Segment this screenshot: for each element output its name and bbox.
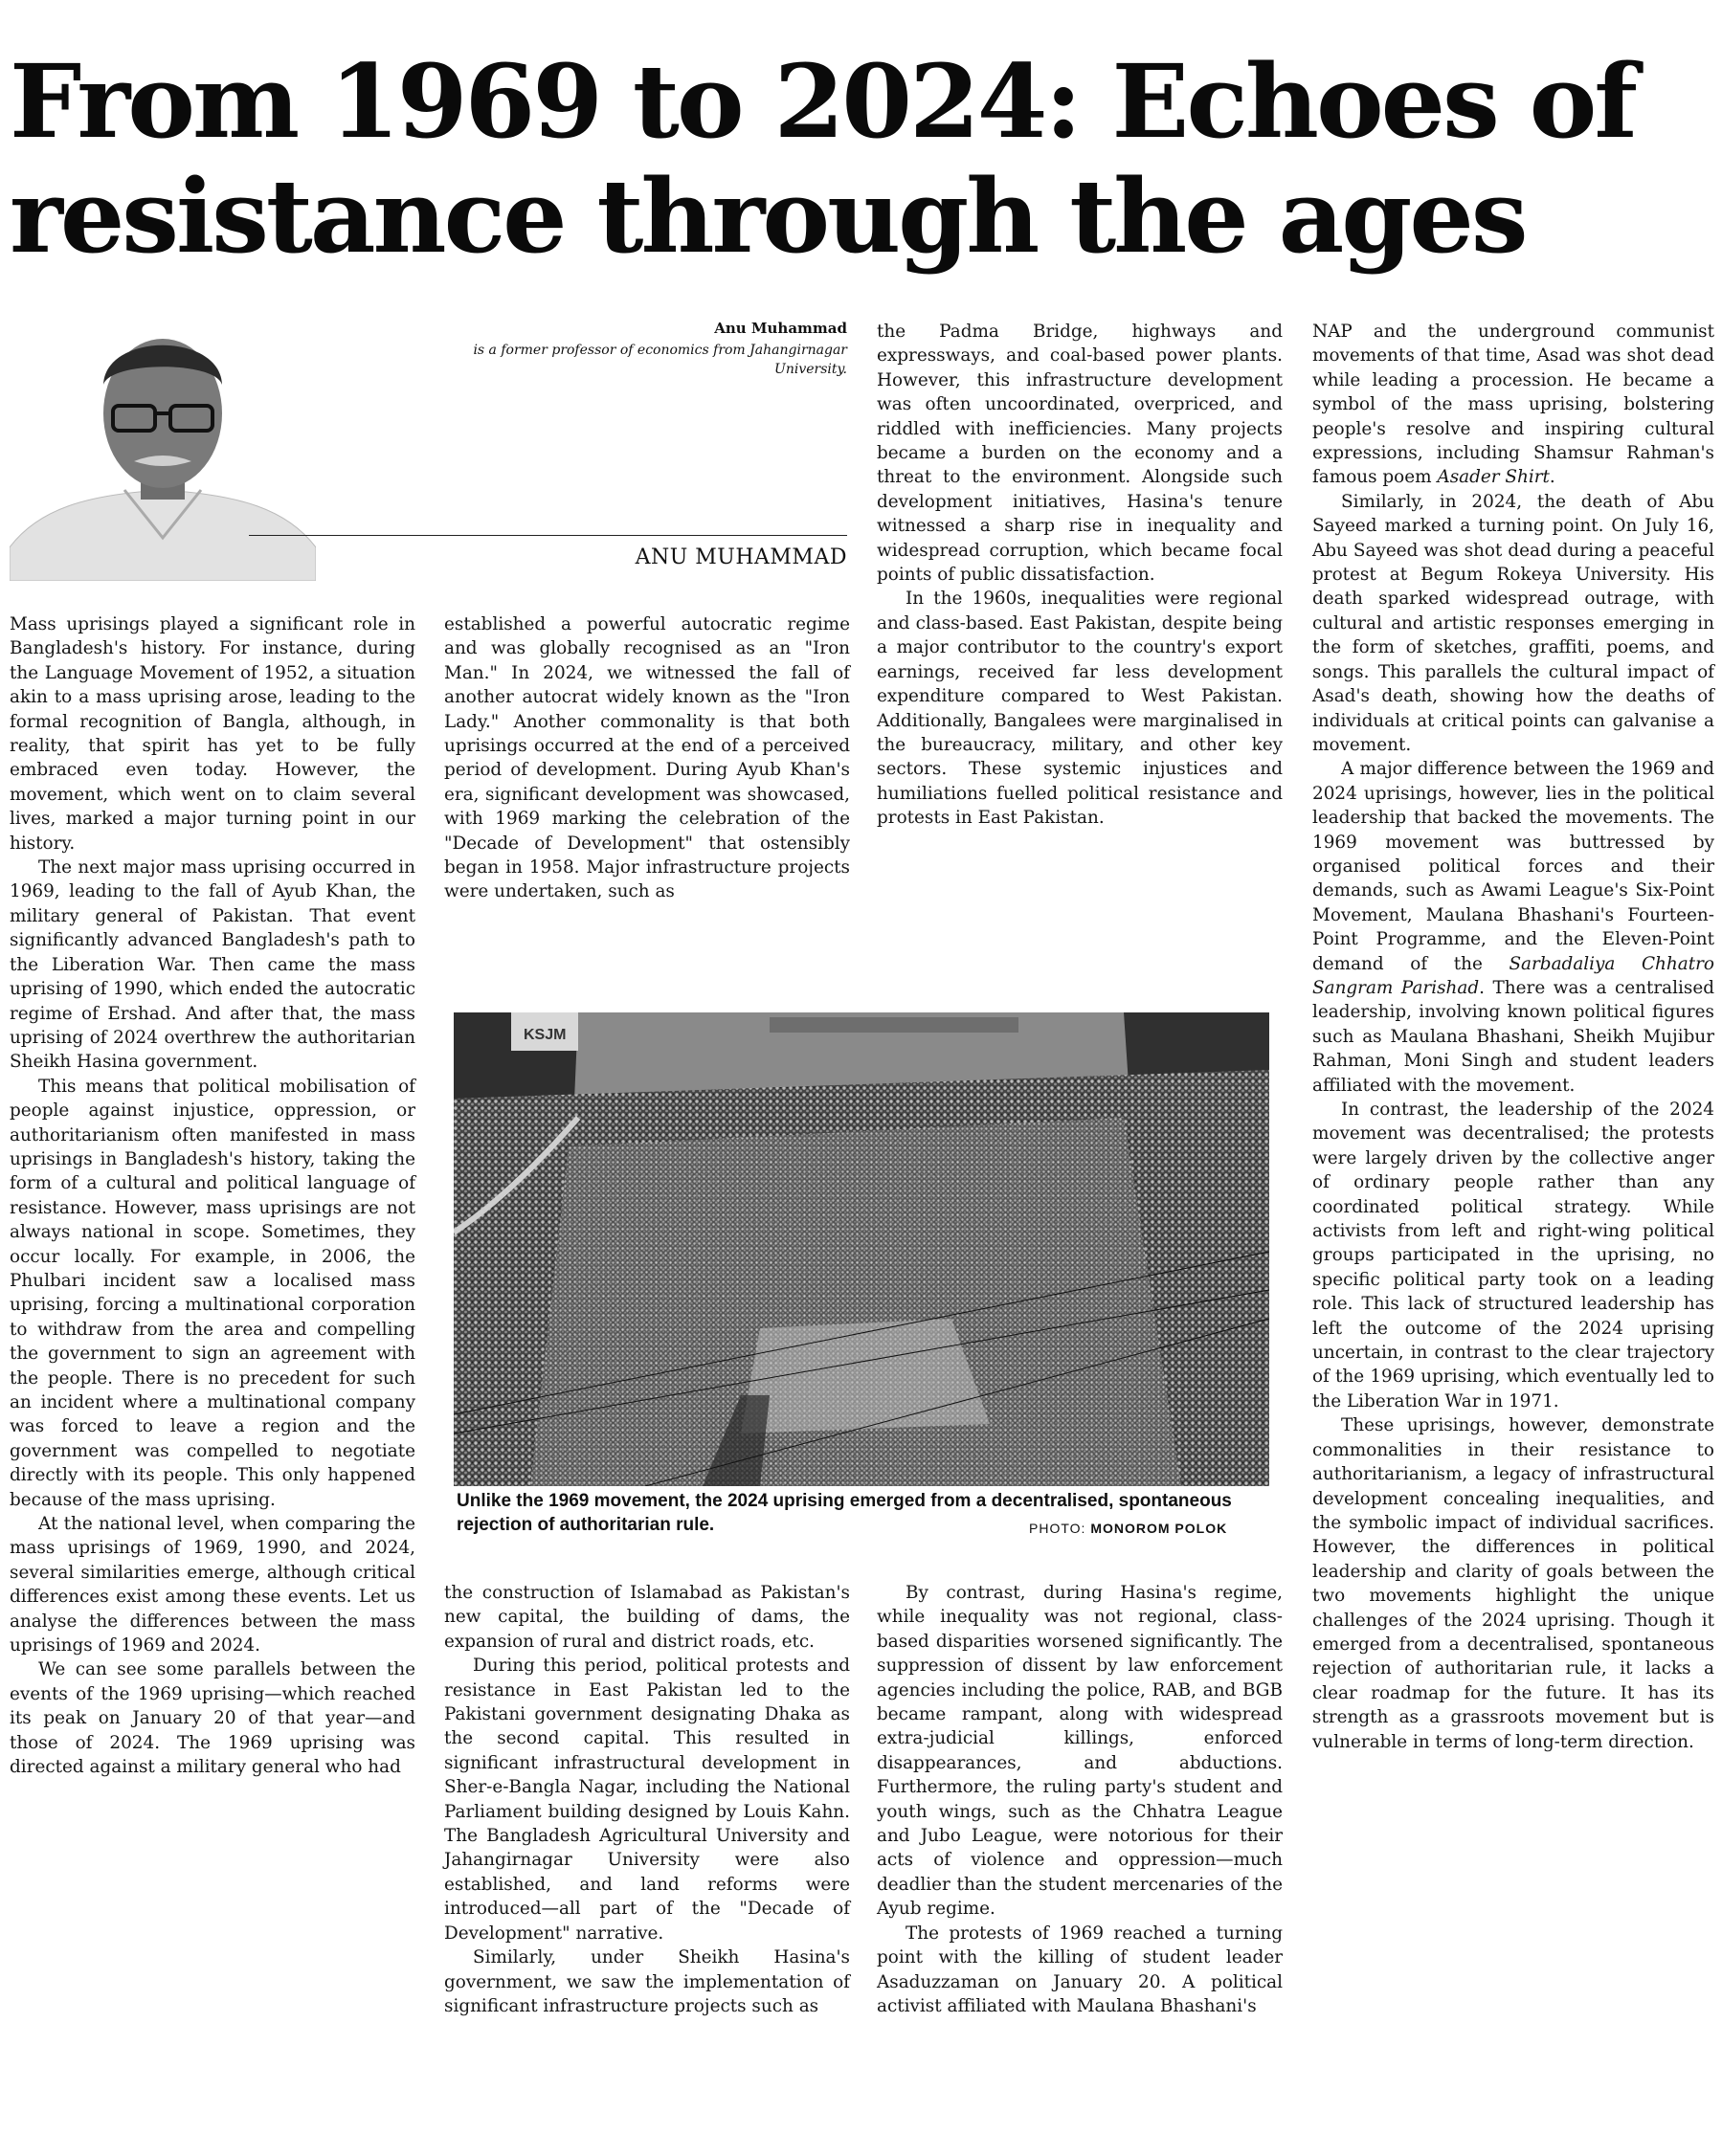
column-1	[10, 612, 415, 1780]
paragraph: Similarly, in 2024, the death of Abu Sayeed marked a turning point. On July 16, Abu Sayeed was shot dead during a peaceful protest at Begum Rokeya University. His death sparked widespread outrage, with cultural and artistic responses emerging in the form of sketches, graffiti, poems, and songs. This parallels the cultural impact of Asad's death, showing how the deaths of individuals at critical points can galvanise a movement.	[1312, 491, 1714, 755]
paragraph: This means that political mobilisation of people against injustice, oppression, or authoritarianism often manifested in mass uprisings in Bangladesh's history, taking the form of a cultural and political language of resistance. However, mass uprisings are not always national in scope. Sometimes, they occur locally. For example, in 2006, the Phulbari incident saw a localised mass uprising, forcing a multinational corporation to withdraw from the area and compelling the government to sign an agreement with the people. There is no precedent for such an incident where a multinational company was forced to leave a region and the government was compelled to negotiate directly with its people. This only happened because of the mass uprising.	[10, 1076, 415, 1510]
paragraph: At the national level, when comparing the mass uprisings of 1969, 1990, and 2024, several similarities emerge, although critical differences exist among these events. Let us analyse the differences between the mass uprisings of 1969 and 2024.	[10, 1514, 415, 1656]
author-byline	[10, 318, 847, 581]
paragraph: By contrast, during Hasina's regime, while inequality was not regional, class-based disparities worsened significantly. The suppression of dissent by law enforcement agencies including the police, RAB, and BGB became rampant, along with widespread extra-judicial killings, enforced disappearances, and abductions. Furthermore, the ruling party's student and youth wings, such as the Chhatra League and Jubo League, were notorious for their acts of violence and oppression—much deadlier than the student mercenaries of the Ayub regime.	[877, 1583, 1283, 1920]
photo-caption: Unlike the 1969 movement, the 2024 uprising emerged from a decentralised, spontaneous rejection of authoritarian rule.	[457, 1491, 1232, 1535]
column-4	[1312, 320, 1714, 1754]
author-photo	[10, 318, 316, 581]
paragraph: These uprisings, however, demonstrate commonalities in their resistance to authoritarianism, a legacy of infrastructural development concealing inequalities, and the symbolic impact of individual sacrifices. However, the differences in political leadership and clarity of goals between the two movements highlight the unique challenges of the 2024 uprising. Though it emerged from a decentralised, spontaneous rejection of authoritarian rule, it lacks a clear roadmap for the future. It has its strength as a grassroots movement but is vulnerable in terms of long-term direction.	[1312, 1415, 1714, 1752]
author-name: Anu Muhammad	[714, 320, 847, 337]
photo-credit-name: MONOROM POLOK	[1090, 1521, 1228, 1536]
paragraph: established a powerful autocratic regime and was globally recognised as an "Iron Man." In 2024, we witnessed the fall of another autocrat widely known as the "Iron Lady." Another commonality is that both uprisings occurred at the end of a perceived period of development. During Ayub Khan's era, significant development was showcased, with 1969 marking the celebration of the "Decade of Development" that ostensibly began in 1958. Major infrastructure projects were undertaken, such as	[444, 614, 850, 902]
poem-title: Asader Shirt	[1437, 467, 1550, 488]
byline-divider	[249, 535, 847, 536]
photo-credit-label: PHOTO:	[1029, 1521, 1086, 1536]
paragraph: the Padma Bridge, highways and expressways, and coal-based power plants. However, this infrastructure development was often uncoordinated, overpriced, and riddled with inefficiencies. Many projects became a burden on the economy and a threat to the environment. Alongside such development initiatives, Hasina's tenure witnessed a sharp rise in inequality and widespread corruption, which became focal points of public dissatisfaction.	[877, 322, 1283, 586]
paragraph: Similarly, under Sheikh Hasina's government, we saw the implementation of significant infrastructure projects such as	[444, 1947, 850, 2016]
author-bio: is a former professor of economics from Jahangirnagar University.	[473, 343, 847, 377]
paragraph	[1312, 757, 1714, 1098]
paragraph: The next major mass uprising occurred in 1969, leading to the fall of Ayub Khan, the military general of Pakistan. That event significantly advanced Bangladesh's path to the Liberation War. Then came the mass uprising of 1990, which ended the autocratic regime of Ershad. And after that, the mass uprising of 2024 overthrew the authoritarian Sheikh Hasina government.	[10, 857, 415, 1073]
paragraph-text: . There was a centralised leadership, involving known political figures such as Maulana Bhashani, Sheikh Mujibur Rahman, Moni Singh and student leaders affiliated with the movement.	[1312, 977, 1714, 1096]
column-2-top	[444, 612, 850, 904]
organisation-name: Sarbadaliya Chhatro Sangram Parishad	[1312, 953, 1714, 998]
headline: From 1969 to 2024: Echoes of resistance through the ages	[10, 41, 1635, 276]
column-3-top	[877, 320, 1283, 831]
sign-text: KSJM	[524, 1027, 567, 1043]
paragraph-text: .	[1549, 467, 1555, 488]
column-2-bottom	[444, 1581, 850, 2018]
paragraph: the construction of Islamabad as Pakistan's new capital, the building of dams, the expansion of rural and district roads, etc.	[444, 1583, 850, 1652]
paragraph: The protests of 1969 reached a turning point with the killing of student leader Asaduzzaman on January 20. A political activist affiliated with Maulana Bhashani's	[877, 1923, 1283, 2016]
photo-credit	[1029, 1521, 1227, 1536]
paragraph: In the 1960s, inequalities were regional and class-based. East Pakistan, despite being a major contributor to the country's export earnings, received far less development expenditure compared to West Pakistan. Additionally, Bangalees were marginalised in the bureaucracy, military, and other key sectors. These systemic injustices and humiliations fuelled political resistance and protests in East Pakistan.	[877, 589, 1283, 829]
paragraph-text: A major difference between the 1969 and 2024 uprisings, however, lies in the political leadership that backed the movements. The 1969 movement was buttressed by organised political forces and their demands, such as Awami League's Six-Point Movement, Maulana Bhashani's Fourteen-Point Programme, and the Eleven-Point demand of the	[1312, 759, 1714, 974]
paragraph: We can see some parallels between the events of the 1969 uprising—which reached its peak on January 20 of that year—and those of 2024. The 1969 uprising was directed against a military general who had	[10, 1659, 415, 1778]
paragraph: Mass uprisings played a significant role in Bangladesh's history. For instance, during the Language Movement of 1952, a situation akin to a mass uprising arose, leading to the formal recognition of Bangla, although, in reality, that spirit has yet to be fully embraced even today. However, the movement, which went on to claim several lives, marked a major turning point in our history.	[10, 614, 415, 854]
paragraph: In contrast, the leadership of the 2024 movement was decentralised; the protests were largely driven by the collective anger of ordinary people rather than any coordinated political strategy. While activists from left and right-wing political groups participated in the uprising, no specific political party took on a leading role. This lack of structured leadership has left the outcome of the 2024 uprising uncertain, in contrast to the clear trajectory of the 1969 uprising, which eventually led to the Liberation War in 1971.	[1312, 1100, 1714, 1411]
paragraph-text: NAP and the underground communist movements of that time, Asad was shot dead while leading a procession. He became a symbol of the mass uprising, bolstering people's resolve and inspiring cultural expressions, including Shamsur Rahman's famous poem	[1312, 322, 1714, 488]
byline-author: ANU MUHAMMAD	[635, 545, 847, 569]
crowd-photo	[454, 1012, 1269, 1486]
column-3-bottom	[877, 1581, 1283, 2018]
paragraph: During this period, political protests and resistance in East Pakistan led to the Pakistani government designating Dhaka as the second capital. This resulted in significant infrastructural development in Sher-e-Bangla Nagar, including the National Parliament building designed by Louis Kahn. The Bangladesh Agricultural University and Jahangirnagar University were also established, and land reforms were introduced—all part of the "Decade of Development" narrative.	[444, 1656, 850, 1944]
paragraph	[1312, 320, 1714, 490]
